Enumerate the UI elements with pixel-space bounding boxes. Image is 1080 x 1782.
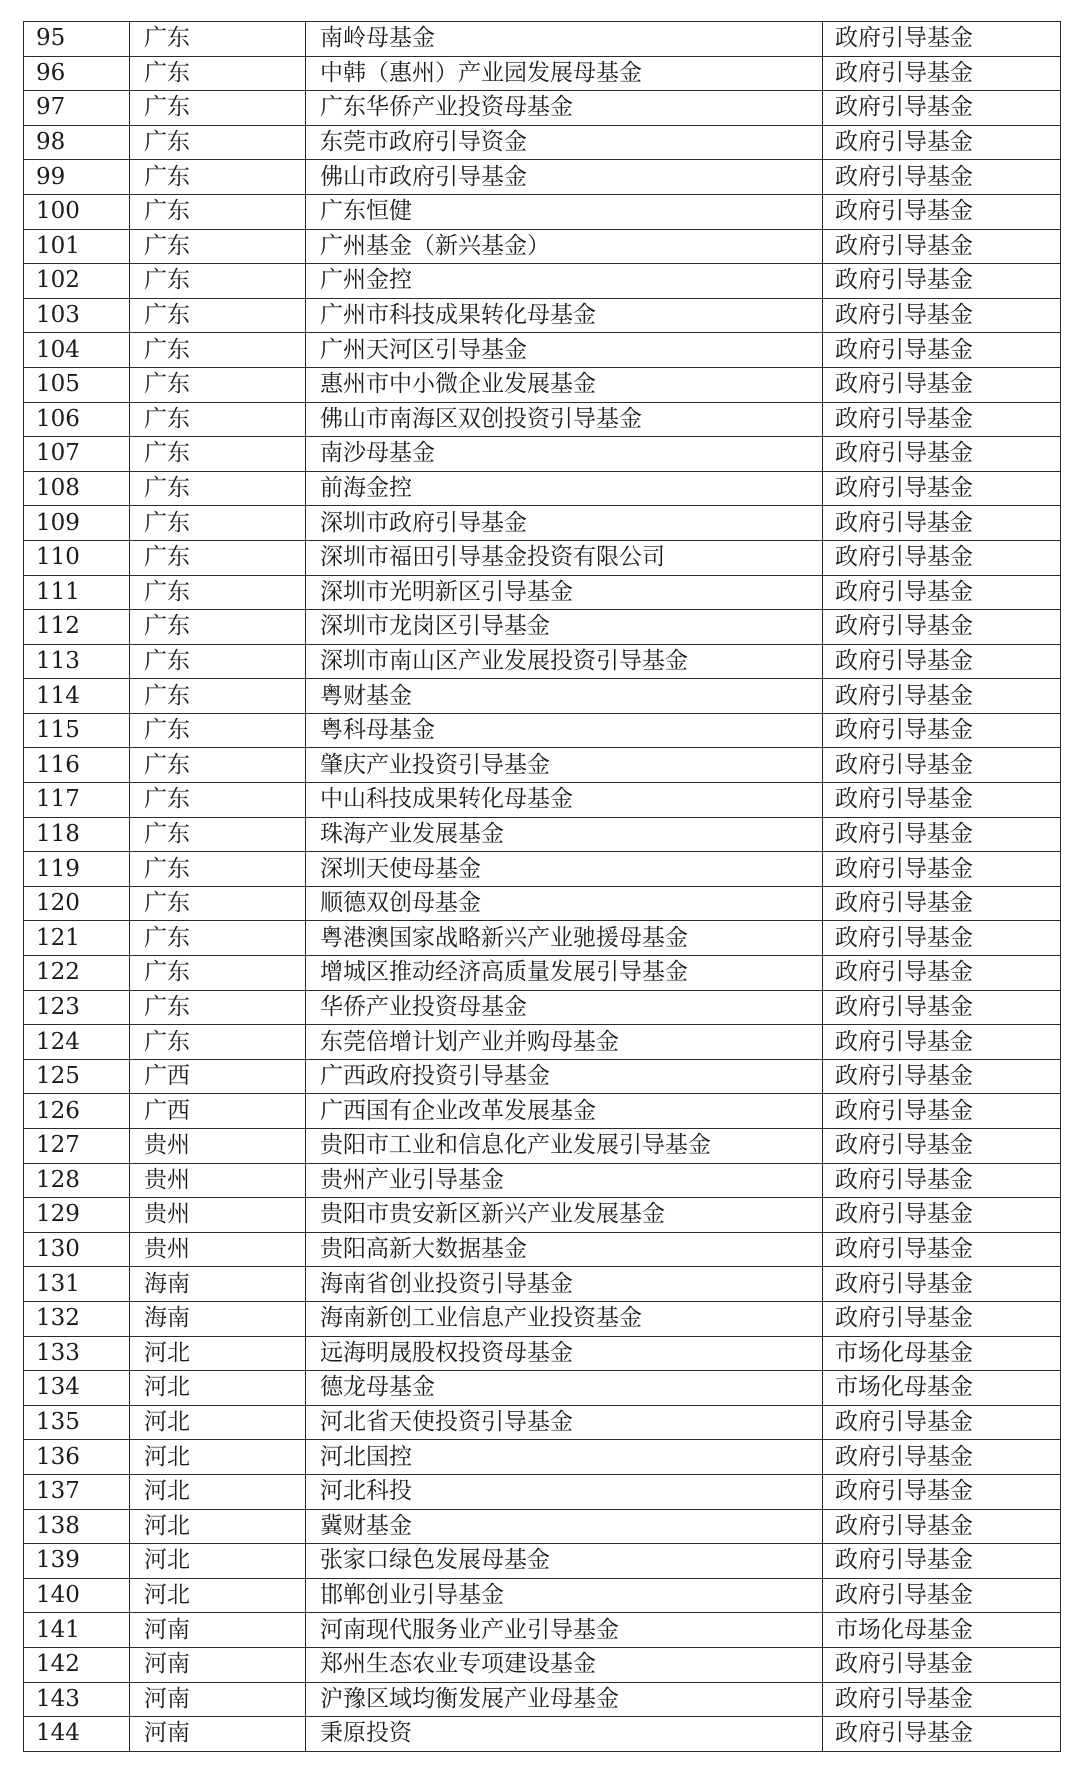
fund-name-cell: 远海明晟股权投资母基金 xyxy=(306,1336,823,1371)
table-row xyxy=(24,1301,1061,1336)
row-number-cell: 116 xyxy=(24,748,130,783)
table-row xyxy=(24,575,1061,610)
row-number-cell: 133 xyxy=(24,1336,130,1371)
table-row xyxy=(24,402,1061,437)
row-number-cell: 144 xyxy=(24,1717,130,1752)
province-cell: 广东 xyxy=(130,194,306,229)
fund-type-cell: 政府引导基金 xyxy=(823,1301,1061,1336)
province-cell: 广东 xyxy=(130,437,306,472)
row-number-cell: 125 xyxy=(24,1059,130,1094)
fund-name-cell: 广东华侨产业投资母基金 xyxy=(306,91,823,126)
row-number-cell: 105 xyxy=(24,367,130,402)
fund-type-cell: 政府引导基金 xyxy=(823,1025,1061,1060)
province-cell: 广东 xyxy=(130,886,306,921)
fund-type-cell: 政府引导基金 xyxy=(823,886,1061,921)
table-row xyxy=(24,852,1061,887)
fund-type-cell: 政府引导基金 xyxy=(823,22,1061,57)
province-cell: 广东 xyxy=(130,298,306,333)
province-cell: 河北 xyxy=(130,1578,306,1613)
row-number-cell: 111 xyxy=(24,575,130,610)
province-cell: 广东 xyxy=(130,56,306,91)
table-row xyxy=(24,229,1061,264)
table-row xyxy=(24,921,1061,956)
fund-type-cell: 政府引导基金 xyxy=(823,264,1061,299)
fund-name-cell: 珠海产业发展基金 xyxy=(306,817,823,852)
fund-type-cell: 政府引导基金 xyxy=(823,229,1061,264)
fund-type-cell: 政府引导基金 xyxy=(823,1267,1061,1302)
fund-name-cell: 贵阳市贵安新区新兴产业发展基金 xyxy=(306,1198,823,1233)
fund-name-cell: 佛山市南海区双创投资引导基金 xyxy=(306,402,823,437)
table-row xyxy=(24,713,1061,748)
fund-name-cell: 华侨产业投资母基金 xyxy=(306,990,823,1025)
fund-list-body xyxy=(24,22,1061,1752)
table-row xyxy=(24,1474,1061,1509)
table-row xyxy=(24,1163,1061,1198)
fund-type-cell: 政府引导基金 xyxy=(823,575,1061,610)
row-number-cell: 99 xyxy=(24,160,130,195)
table-row xyxy=(24,679,1061,714)
fund-type-cell: 政府引导基金 xyxy=(823,1682,1061,1717)
table-row xyxy=(24,1405,1061,1440)
row-number-cell: 143 xyxy=(24,1682,130,1717)
table-row xyxy=(24,1232,1061,1267)
fund-type-cell: 政府引导基金 xyxy=(823,1440,1061,1475)
province-cell: 广东 xyxy=(130,22,306,57)
province-cell: 河北 xyxy=(130,1371,306,1406)
table-row xyxy=(24,1578,1061,1613)
row-number-cell: 96 xyxy=(24,56,130,91)
row-number-cell: 100 xyxy=(24,194,130,229)
table-row xyxy=(24,748,1061,783)
fund-type-cell: 政府引导基金 xyxy=(823,1198,1061,1233)
fund-type-cell: 政府引导基金 xyxy=(823,1094,1061,1129)
fund-name-cell: 顺德双创母基金 xyxy=(306,886,823,921)
table-row xyxy=(24,1509,1061,1544)
table-row xyxy=(24,1440,1061,1475)
table-row xyxy=(24,160,1061,195)
table-row xyxy=(24,1059,1061,1094)
table-row xyxy=(24,298,1061,333)
fund-name-cell: 邯郸创业引导基金 xyxy=(306,1578,823,1613)
table-row xyxy=(24,540,1061,575)
fund-type-cell: 政府引导基金 xyxy=(823,506,1061,541)
fund-type-cell: 政府引导基金 xyxy=(823,471,1061,506)
row-number-cell: 139 xyxy=(24,1544,130,1579)
row-number-cell: 95 xyxy=(24,22,130,57)
fund-type-cell: 政府引导基金 xyxy=(823,1544,1061,1579)
province-cell: 河南 xyxy=(130,1647,306,1682)
table-row xyxy=(24,471,1061,506)
table-row xyxy=(24,1544,1061,1579)
fund-list-table xyxy=(23,21,1061,1752)
table-row xyxy=(24,22,1061,57)
fund-type-cell: 政府引导基金 xyxy=(823,1163,1061,1198)
fund-name-cell: 秉原投资 xyxy=(306,1717,823,1752)
province-cell: 广东 xyxy=(130,506,306,541)
fund-type-cell: 政府引导基金 xyxy=(823,1509,1061,1544)
province-cell: 广东 xyxy=(130,783,306,818)
fund-name-cell: 深圳市龙岗区引导基金 xyxy=(306,610,823,645)
fund-name-cell: 深圳天使母基金 xyxy=(306,852,823,887)
row-number-cell: 138 xyxy=(24,1509,130,1544)
fund-type-cell: 政府引导基金 xyxy=(823,367,1061,402)
fund-name-cell: 粤港澳国家战略新兴产业驰援母基金 xyxy=(306,921,823,956)
province-cell: 广东 xyxy=(130,160,306,195)
fund-name-cell: 广州天河区引导基金 xyxy=(306,333,823,368)
table-row xyxy=(24,783,1061,818)
fund-type-cell: 市场化母基金 xyxy=(823,1613,1061,1648)
province-cell: 广东 xyxy=(130,264,306,299)
fund-type-cell: 市场化母基金 xyxy=(823,1336,1061,1371)
row-number-cell: 103 xyxy=(24,298,130,333)
fund-name-cell: 深圳市政府引导基金 xyxy=(306,506,823,541)
row-number-cell: 98 xyxy=(24,125,130,160)
table-row xyxy=(24,367,1061,402)
table-row xyxy=(24,91,1061,126)
row-number-cell: 120 xyxy=(24,886,130,921)
fund-name-cell: 增城区推动经济高质量发展引导基金 xyxy=(306,956,823,991)
province-cell: 广东 xyxy=(130,125,306,160)
province-cell: 广西 xyxy=(130,1059,306,1094)
table-row xyxy=(24,125,1061,160)
fund-type-cell: 政府引导基金 xyxy=(823,679,1061,714)
row-number-cell: 108 xyxy=(24,471,130,506)
province-cell: 河北 xyxy=(130,1474,306,1509)
table-row xyxy=(24,437,1061,472)
table-row xyxy=(24,1094,1061,1129)
province-cell: 广东 xyxy=(130,990,306,1025)
fund-name-cell: 中韩（惠州）产业园发展母基金 xyxy=(306,56,823,91)
table-row xyxy=(24,506,1061,541)
province-cell: 河南 xyxy=(130,1682,306,1717)
row-number-cell: 135 xyxy=(24,1405,130,1440)
province-cell: 广东 xyxy=(130,679,306,714)
fund-name-cell: 粤科母基金 xyxy=(306,713,823,748)
province-cell: 广西 xyxy=(130,1094,306,1129)
province-cell: 河北 xyxy=(130,1336,306,1371)
row-number-cell: 97 xyxy=(24,91,130,126)
table-row xyxy=(24,1647,1061,1682)
row-number-cell: 121 xyxy=(24,921,130,956)
fund-name-cell: 河南现代服务业产业引导基金 xyxy=(306,1613,823,1648)
province-cell: 广东 xyxy=(130,956,306,991)
fund-type-cell: 政府引导基金 xyxy=(823,610,1061,645)
row-number-cell: 109 xyxy=(24,506,130,541)
table-row xyxy=(24,56,1061,91)
province-cell: 河北 xyxy=(130,1440,306,1475)
fund-name-cell: 广东恒健 xyxy=(306,194,823,229)
fund-type-cell: 政府引导基金 xyxy=(823,1474,1061,1509)
fund-name-cell: 沪豫区域均衡发展产业母基金 xyxy=(306,1682,823,1717)
table-row xyxy=(24,1267,1061,1302)
fund-name-cell: 粤财基金 xyxy=(306,679,823,714)
fund-name-cell: 广西政府投资引导基金 xyxy=(306,1059,823,1094)
province-cell: 海南 xyxy=(130,1301,306,1336)
province-cell: 广东 xyxy=(130,852,306,887)
fund-type-cell: 政府引导基金 xyxy=(823,748,1061,783)
row-number-cell: 132 xyxy=(24,1301,130,1336)
province-cell: 广东 xyxy=(130,713,306,748)
fund-name-cell: 前海金控 xyxy=(306,471,823,506)
row-number-cell: 134 xyxy=(24,1371,130,1406)
fund-name-cell: 贵阳高新大数据基金 xyxy=(306,1232,823,1267)
fund-name-cell: 冀财基金 xyxy=(306,1509,823,1544)
fund-type-cell: 政府引导基金 xyxy=(823,783,1061,818)
row-number-cell: 106 xyxy=(24,402,130,437)
fund-name-cell: 深圳市福田引导基金投资有限公司 xyxy=(306,540,823,575)
fund-type-cell: 政府引导基金 xyxy=(823,160,1061,195)
fund-name-cell: 河北省天使投资引导基金 xyxy=(306,1405,823,1440)
fund-name-cell: 东莞市政府引导资金 xyxy=(306,125,823,160)
row-number-cell: 118 xyxy=(24,817,130,852)
fund-name-cell: 贵州产业引导基金 xyxy=(306,1163,823,1198)
fund-name-cell: 惠州市中小微企业发展基金 xyxy=(306,367,823,402)
province-cell: 广东 xyxy=(130,229,306,264)
fund-type-cell: 政府引导基金 xyxy=(823,1647,1061,1682)
table-row xyxy=(24,644,1061,679)
row-number-cell: 113 xyxy=(24,644,130,679)
fund-name-cell: 广州金控 xyxy=(306,264,823,299)
row-number-cell: 110 xyxy=(24,540,130,575)
row-number-cell: 127 xyxy=(24,1129,130,1164)
fund-type-cell: 政府引导基金 xyxy=(823,1578,1061,1613)
row-number-cell: 107 xyxy=(24,437,130,472)
province-cell: 海南 xyxy=(130,1267,306,1302)
province-cell: 广东 xyxy=(130,575,306,610)
fund-name-cell: 张家口绿色发展母基金 xyxy=(306,1544,823,1579)
province-cell: 广东 xyxy=(130,748,306,783)
fund-type-cell: 政府引导基金 xyxy=(823,56,1061,91)
fund-type-cell: 政府引导基金 xyxy=(823,644,1061,679)
fund-type-cell: 政府引导基金 xyxy=(823,1129,1061,1164)
fund-type-cell: 市场化母基金 xyxy=(823,1371,1061,1406)
fund-name-cell: 郑州生态农业专项建设基金 xyxy=(306,1647,823,1682)
row-number-cell: 136 xyxy=(24,1440,130,1475)
table-row xyxy=(24,1025,1061,1060)
province-cell: 广东 xyxy=(130,367,306,402)
province-cell: 广东 xyxy=(130,540,306,575)
row-number-cell: 119 xyxy=(24,852,130,887)
fund-type-cell: 政府引导基金 xyxy=(823,91,1061,126)
fund-name-cell: 南岭母基金 xyxy=(306,22,823,57)
province-cell: 广东 xyxy=(130,921,306,956)
table-row xyxy=(24,817,1061,852)
row-number-cell: 104 xyxy=(24,333,130,368)
row-number-cell: 115 xyxy=(24,713,130,748)
fund-name-cell: 深圳市光明新区引导基金 xyxy=(306,575,823,610)
row-number-cell: 131 xyxy=(24,1267,130,1302)
row-number-cell: 112 xyxy=(24,610,130,645)
row-number-cell: 114 xyxy=(24,679,130,714)
row-number-cell: 123 xyxy=(24,990,130,1025)
table-row xyxy=(24,886,1061,921)
fund-name-cell: 广州市科技成果转化母基金 xyxy=(306,298,823,333)
fund-type-cell: 政府引导基金 xyxy=(823,921,1061,956)
fund-name-cell: 广州基金（新兴基金） xyxy=(306,229,823,264)
fund-type-cell: 政府引导基金 xyxy=(823,437,1061,472)
fund-name-cell: 南沙母基金 xyxy=(306,437,823,472)
province-cell: 贵州 xyxy=(130,1129,306,1164)
table-row xyxy=(24,333,1061,368)
province-cell: 河南 xyxy=(130,1613,306,1648)
row-number-cell: 122 xyxy=(24,956,130,991)
fund-type-cell: 政府引导基金 xyxy=(823,1059,1061,1094)
row-number-cell: 140 xyxy=(24,1578,130,1613)
fund-type-cell: 政府引导基金 xyxy=(823,125,1061,160)
table-row xyxy=(24,610,1061,645)
fund-name-cell: 中山科技成果转化母基金 xyxy=(306,783,823,818)
province-cell: 河南 xyxy=(130,1717,306,1752)
row-number-cell: 117 xyxy=(24,783,130,818)
fund-name-cell: 深圳市南山区产业发展投资引导基金 xyxy=(306,644,823,679)
province-cell: 广东 xyxy=(130,402,306,437)
table-row xyxy=(24,1198,1061,1233)
fund-type-cell: 政府引导基金 xyxy=(823,333,1061,368)
province-cell: 河北 xyxy=(130,1405,306,1440)
fund-name-cell: 广西国有企业改革发展基金 xyxy=(306,1094,823,1129)
row-number-cell: 141 xyxy=(24,1613,130,1648)
province-cell: 河北 xyxy=(130,1509,306,1544)
province-cell: 贵州 xyxy=(130,1163,306,1198)
fund-name-cell: 河北国控 xyxy=(306,1440,823,1475)
table-row xyxy=(24,264,1061,299)
fund-type-cell: 政府引导基金 xyxy=(823,298,1061,333)
fund-type-cell: 政府引导基金 xyxy=(823,817,1061,852)
row-number-cell: 129 xyxy=(24,1198,130,1233)
province-cell: 广东 xyxy=(130,333,306,368)
fund-type-cell: 政府引导基金 xyxy=(823,1232,1061,1267)
fund-type-cell: 政府引导基金 xyxy=(823,956,1061,991)
fund-name-cell: 德龙母基金 xyxy=(306,1371,823,1406)
province-cell: 广东 xyxy=(130,471,306,506)
province-cell: 河北 xyxy=(130,1544,306,1579)
table-row xyxy=(24,990,1061,1025)
province-cell: 贵州 xyxy=(130,1198,306,1233)
fund-name-cell: 佛山市政府引导基金 xyxy=(306,160,823,195)
row-number-cell: 137 xyxy=(24,1474,130,1509)
fund-type-cell: 政府引导基金 xyxy=(823,540,1061,575)
fund-type-cell: 政府引导基金 xyxy=(823,713,1061,748)
fund-name-cell: 海南新创工业信息产业投资基金 xyxy=(306,1301,823,1336)
row-number-cell: 102 xyxy=(24,264,130,299)
fund-name-cell: 东莞倍增计划产业并购母基金 xyxy=(306,1025,823,1060)
province-cell: 广东 xyxy=(130,91,306,126)
fund-name-cell: 海南省创业投资引导基金 xyxy=(306,1267,823,1302)
fund-type-cell: 政府引导基金 xyxy=(823,194,1061,229)
province-cell: 广东 xyxy=(130,610,306,645)
table-row xyxy=(24,194,1061,229)
province-cell: 贵州 xyxy=(130,1232,306,1267)
province-cell: 广东 xyxy=(130,1025,306,1060)
table-row xyxy=(24,956,1061,991)
table-row xyxy=(24,1336,1061,1371)
row-number-cell: 130 xyxy=(24,1232,130,1267)
fund-name-cell: 肇庆产业投资引导基金 xyxy=(306,748,823,783)
fund-type-cell: 政府引导基金 xyxy=(823,990,1061,1025)
row-number-cell: 142 xyxy=(24,1647,130,1682)
fund-type-cell: 政府引导基金 xyxy=(823,852,1061,887)
fund-type-cell: 政府引导基金 xyxy=(823,1405,1061,1440)
fund-name-cell: 贵阳市工业和信息化产业发展引导基金 xyxy=(306,1129,823,1164)
fund-name-cell: 河北科投 xyxy=(306,1474,823,1509)
table-row xyxy=(24,1717,1061,1752)
row-number-cell: 126 xyxy=(24,1094,130,1129)
table-row xyxy=(24,1129,1061,1164)
table-row xyxy=(24,1682,1061,1717)
table-row xyxy=(24,1613,1061,1648)
fund-type-cell: 政府引导基金 xyxy=(823,402,1061,437)
table-row xyxy=(24,1371,1061,1406)
row-number-cell: 128 xyxy=(24,1163,130,1198)
row-number-cell: 101 xyxy=(24,229,130,264)
province-cell: 广东 xyxy=(130,817,306,852)
fund-type-cell: 政府引导基金 xyxy=(823,1717,1061,1752)
row-number-cell: 124 xyxy=(24,1025,130,1060)
province-cell: 广东 xyxy=(130,644,306,679)
